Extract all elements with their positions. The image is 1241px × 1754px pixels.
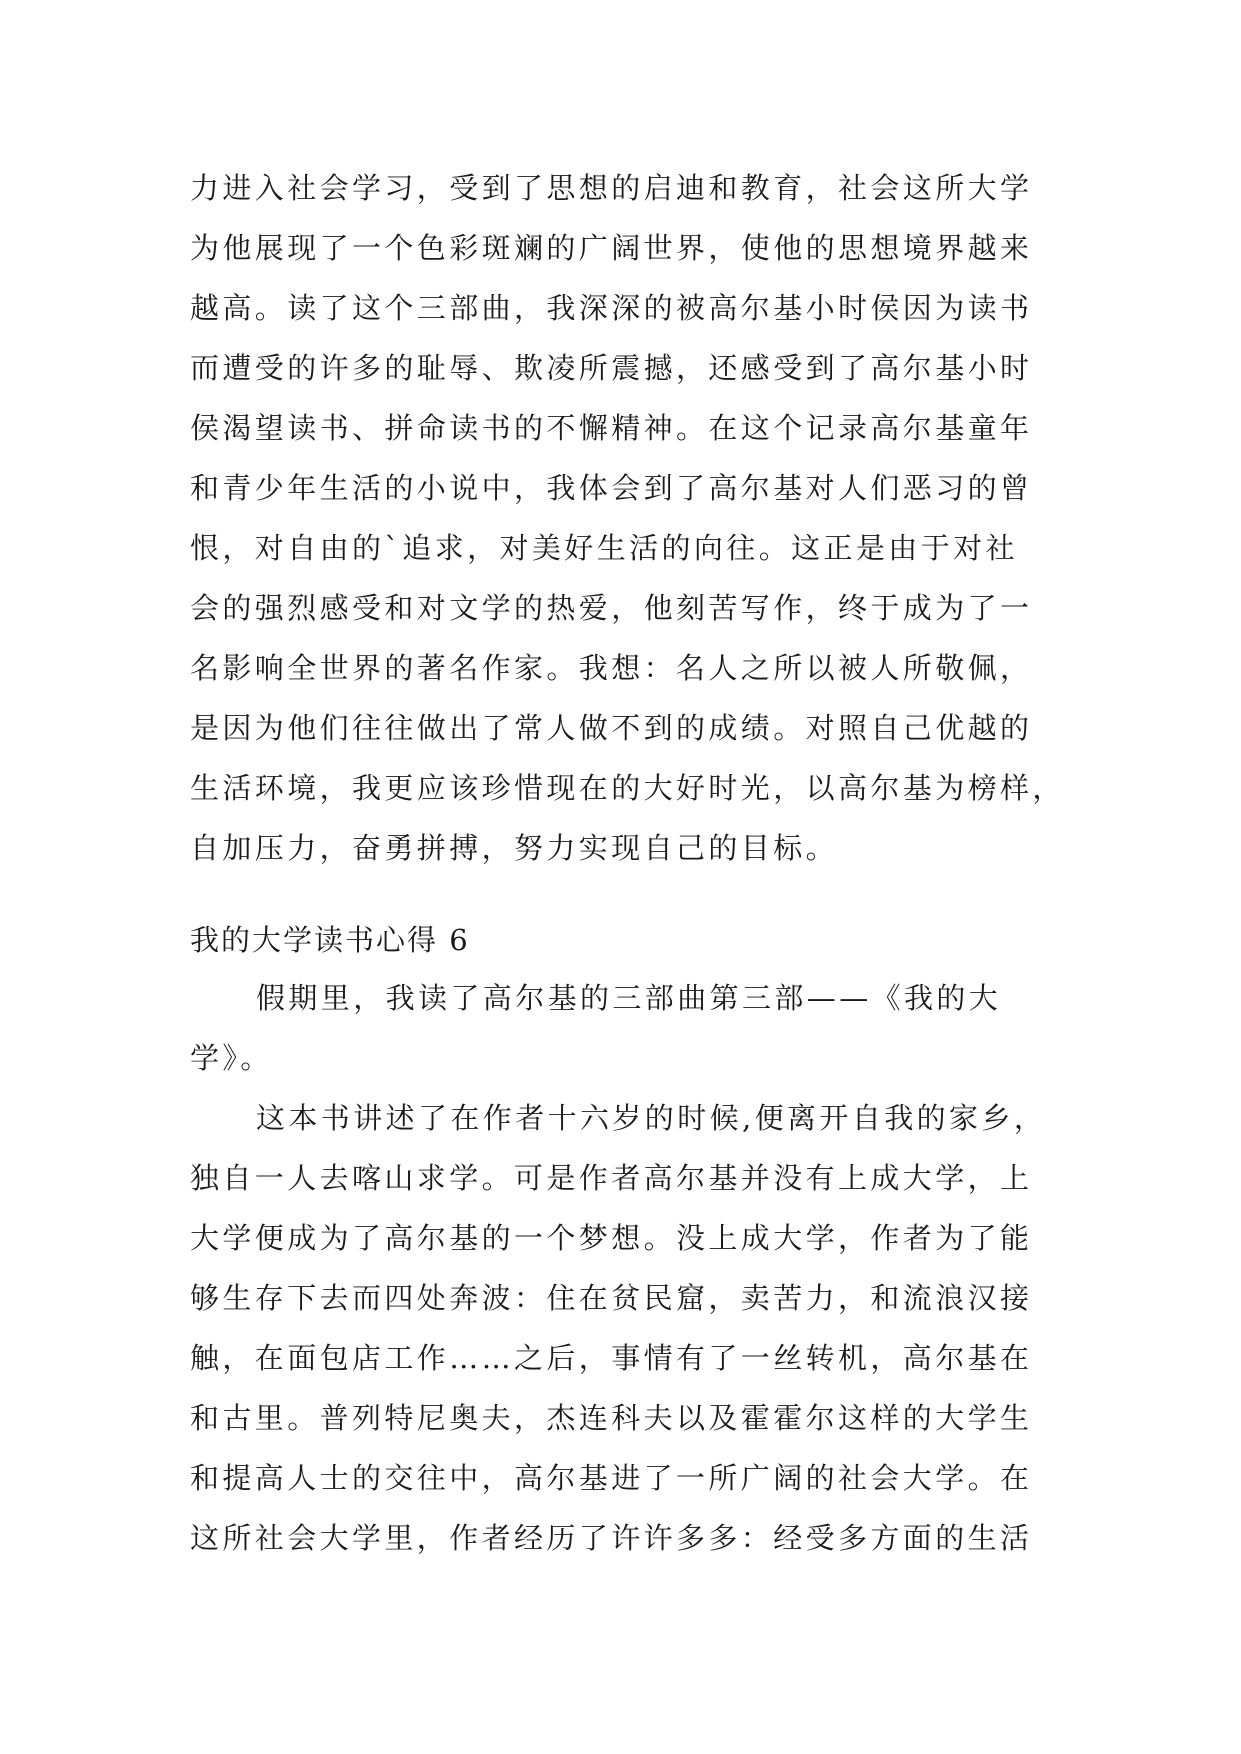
paragraph-first-line: 假期里，我读了高尔基的三部曲第三部——《我的大 [256, 981, 1002, 1015]
paragraph-first-line: 这本书讲述了在作者十六岁的时候,便离开自我的家乡， [256, 1101, 1047, 1135]
text-line: 恨，对自由的`追求，对美好生活的向往。这正是由于对社 [190, 531, 1018, 565]
text-line: 力进入社会学习，受到了思想的启迪和教育，社会这所大学 [190, 171, 1033, 205]
text-line: 为他展现了一个色彩斑斓的广阔世界，使他的思想境界越来 [190, 231, 1033, 265]
text-line: 和青少年生活的小说中，我体会到了高尔基对人们恶习的曾 [190, 471, 1033, 505]
text-line: 独自一人去喀山求学。可是作者高尔基并没有上成大学，上 [190, 1161, 1033, 1195]
section-heading-block [190, 910, 1060, 970]
text-line: 学》。 [190, 1041, 273, 1075]
text-line: 而遭受的许多的耻辱、欺凌所震撼，还感受到了高尔基小时 [190, 351, 1033, 385]
text-line: 名影响全世界的著名作家。我想：名人之所以被人所敬佩， [190, 651, 1033, 685]
continued-paragraph [190, 158, 1065, 878]
text-line: 大学便成为了高尔基的一个梦想。没上成大学，作者为了能 [190, 1221, 1033, 1255]
text-line: 触，在面包店工作……之后，事情有了一丝转机，高尔基在 [190, 1341, 1033, 1375]
section-body [190, 968, 1060, 1568]
text-line: 越高。读了这个三部曲，我深深的被高尔基小时侯因为读书 [190, 291, 1033, 325]
text-line: 够生存下去而四处奔波：住在贫民窟，卖苦力，和流浪汉接 [190, 1281, 1033, 1315]
text-line: 这所社会大学里，作者经历了许许多多：经受多方面的生活 [190, 1521, 1033, 1555]
text-line: 生活环境，我更应该珍惜现在的大好时光，以高尔基为榜样， [190, 771, 1065, 805]
text-line: 是因为他们往往做出了常人做不到的成绩。对照自己优越的 [190, 711, 1033, 745]
text-line: 自加压力，奋勇拼搏，努力实现自己的目标。 [190, 831, 839, 865]
section-heading: 我的大学读书心得 6 [190, 923, 470, 957]
text-line: 会的强烈感受和对文学的热爱，他刻苦写作，终于成为了一 [190, 591, 1033, 625]
text-line: 和提高人士的交往中，高尔基进了一所广阔的社会大学。在 [190, 1461, 1033, 1495]
text-line: 侯渴望读书、拼命读书的不懈精神。在这个记录高尔基童年 [190, 411, 1033, 445]
text-line: 和古里。普列特尼奥夫，杰连科夫以及霍霍尔这样的大学生 [190, 1401, 1033, 1435]
